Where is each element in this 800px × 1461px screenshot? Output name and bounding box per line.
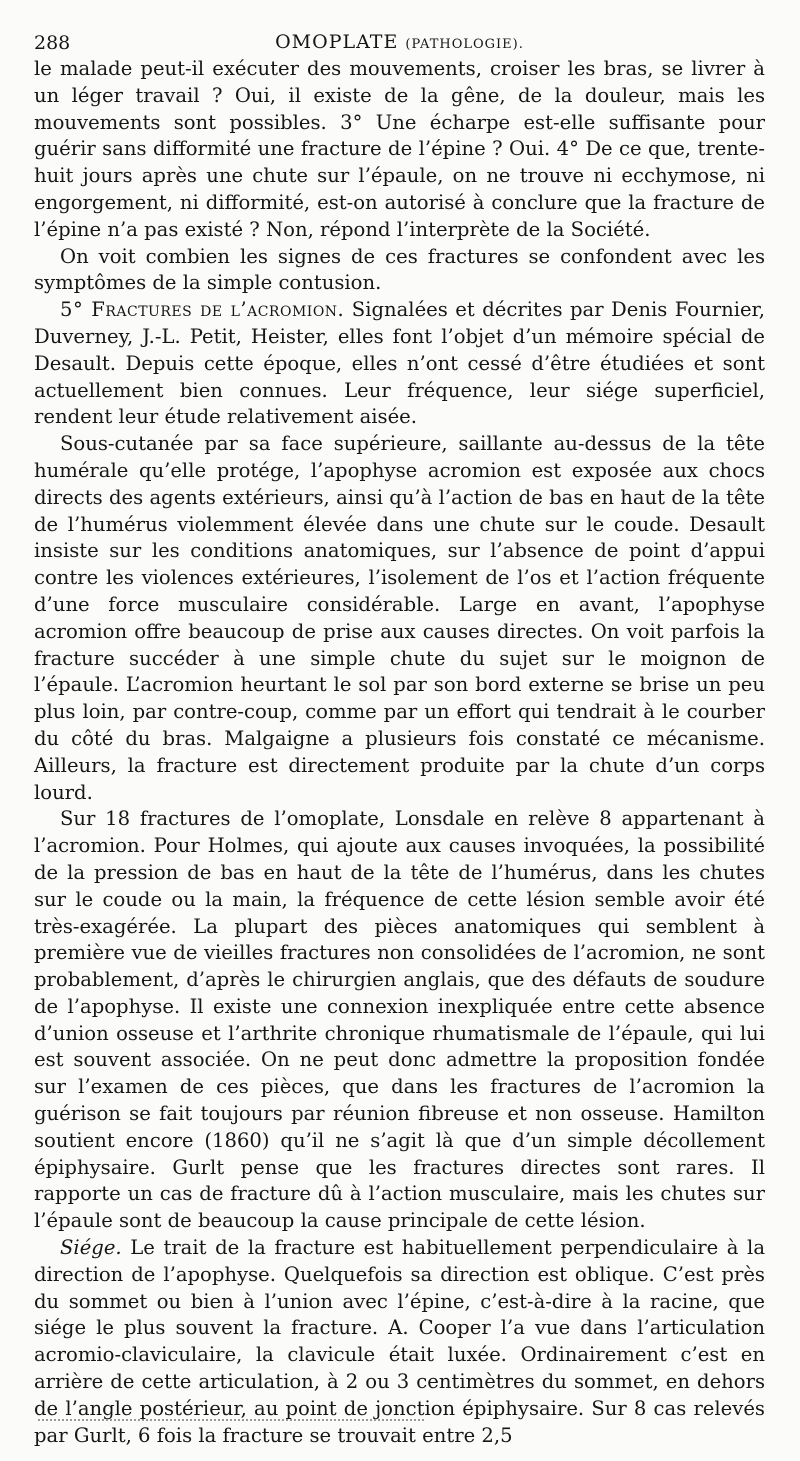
paragraph [34,806,765,1235]
running-title-sub: (PATHOLOGIE). [405,37,524,52]
running-title-main: OMOPLATE [275,31,399,53]
page-number: 288 [34,32,71,54]
paragraph-text: On voit combien les signes de ces fractures se confondent avec les symptômes de la simple contusion. [34,244,765,295]
running-title [34,31,765,53]
running-header [34,28,765,56]
book-page [34,28,765,1449]
paragraph-continuation [34,56,765,244]
footer-dotted-rule [38,1419,424,1421]
paragraph-text: le malade peut-il exécuter des mouvements, croiser les bras, se livrer à un léger travail ? Oui, il existe de la gêne, de la douleur, mais les mouvements sont possibles. 3° Une écharpe est-elle suffisante pour guérir sans difformité une fracture de l’épine ? Oui. 4° De ce que, trente-huit jours après une chute sur l’épaule, on ne trouve ni ecchymose, ni engorgement, ni difformité, est-on autorisé à conclure que la fracture de l’épine n’a pas existé ? Non, répond l’interprète de la Société. [34,57,765,241]
paragraph-acromion-fractures [34,297,765,431]
paragraph-text: Signalées et décrites par Denis Fournier, Duverney, J.-L. Petit, Heister, elles font l’objet d’un mémoire spécial de Desault. Depuis cette époque, elles n’ont cessé d’être étudiées et sont actuellement bien connues. Leur fréquence, leur siége superficiel, rendent leur étude relativement aisée. [34,298,765,429]
paragraph-siege [34,1235,765,1449]
paragraph [34,431,765,806]
paragraph-text: Sur 18 fractures de l’omoplate, Lonsdale en relève 8 appartenant à l’acromion. Pour Holmes, qui ajoute aux causes invoquées, la possibilité de la pression de bas en haut de la tête de l’humérus, dans les chutes sur le coude ou la main, la fréquence de cette lésion semble avoir été très-exagérée. La plupart des pièces anatomiques qui semblent à première vue de vieilles fractures non consolidées de l’acromion, ne sont probablement, d’après le chirurgien anglais, que des défauts de soudure de l’apophyse. Il existe une connexion inexpliquée entre cette absence d’union osseuse et l’arthrite chronique rhumatismale de l’épaule, qui lui est souvent associée. On ne peut donc admettre la proposition fondée sur l’examen de ces pièces, que dans les fractures de l’acromion la guérison se fait toujours par réunion fibreuse et non osseuse. Hamilton soutient encore (1860) qu’il ne s’agit là que d’un simple décollement épiphysaire. Gurlt pense que les fractures directes sont rares. Il rapporte un cas de fracture dû à l’action musculaire, mais les chutes sur l’épaule sont de beaucoup la cause principale de cette lésion. [34,807,765,1233]
section-heading: 5° Fractures de l’acromion. [60,298,345,322]
paragraph-text: Sous-cutanée par sa face supérieure, saillante au-dessus de la tête humérale qu’elle protége, l’apophyse acromion est exposée aux chocs directs des agents extérieurs, ainsi qu’à l’action de bas en haut de la tête de l’humérus violemment élevée dans une chute sur le coude. Desault insiste sur les conditions anatomiques, sur l’absence de point d’appui contre les violences extérieures, l’isolement de l’os et l’action fréquente d’une force musculaire considérable. Large en avant, l’apophyse acromion offre beaucoup de prise aux causes directes. On voit parfois la fracture succéder à une simple chute du sujet sur le moignon de l’épaule. L’acromion heurtant le sol par son bord externe se brise un peu plus loin, par contre-coup, comme par un effort qui tendrait à le courber du côté du bras. Malgaigne a plusieurs fois constaté ce mécanisme. Ailleurs, la fracture est directement produite par la chute d’un corps lourd. [34,432,765,804]
body-text [34,56,765,1449]
section-heading: Siége. [60,1236,122,1260]
paragraph [34,244,765,298]
paragraph-text: Le trait de la fracture est habituellement perpendiculaire à la direction de l’apophyse. Quelquefois sa direction est oblique. C’est près du sommet ou bien à l’union avec l’épine, c’est-à-dire à la racine, que siége le plus souvent la fracture. A. Cooper l’a vue dans l’articulation acromio-claviculaire, la clavicule était luxée. Ordinairement c’est en arrière de cette articulation, à 2 ou 3 centimètres du sommet, en dehors de l’angle postérieur, au point de jonction épiphysaire. Sur 8 cas relevés par Gurlt, 6 fois la fracture se trouvait entre 2,5 [34,1236,765,1447]
